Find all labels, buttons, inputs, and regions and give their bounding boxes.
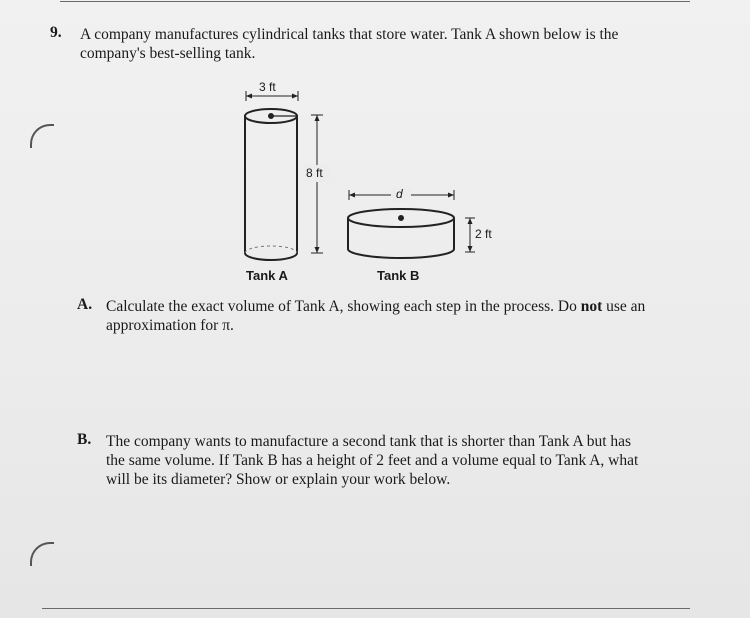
tank-a-height-label: 8 ft [306, 166, 323, 180]
question-intro-line-1: A company manufactures cylindrical tanks that store water. Tank A shown below is the [80, 26, 619, 43]
tank-a-label: Tank A [246, 268, 288, 283]
tank-b-label: Tank B [377, 268, 420, 283]
tank-a-diameter-label: 3 ft [259, 80, 276, 94]
bottom-rule [42, 608, 690, 609]
part-b-line-1: The company wants to manufacture a second tank that is shorter than Tank A but has [106, 433, 632, 450]
tank-b-diameter-label: d [396, 187, 403, 201]
part-a-line-2: approximation for π. [106, 317, 234, 334]
part-a-line-1: Calculate the exact volume of Tank A, showing each step in the process. Do not use an [106, 298, 646, 315]
part-b-line-2: the same volume. If Tank B has a height of 2 feet and a volume equal to Tank A, what [106, 452, 639, 469]
part-b-letter: B. [77, 431, 92, 448]
part-a-letter: A. [77, 296, 93, 313]
tank-a-cylinder [245, 109, 297, 260]
emphasis-not: not [580, 298, 603, 315]
question-intro-line-2: company's best-selling tank. [80, 45, 256, 62]
question-number: 9. [50, 24, 62, 41]
tank-b-height-label: 2 ft [475, 227, 492, 241]
part-b-line-3: will be its diameter? Show or explain your work below. [106, 471, 451, 488]
